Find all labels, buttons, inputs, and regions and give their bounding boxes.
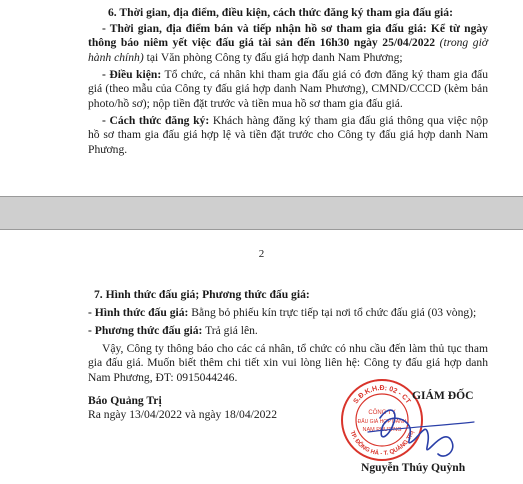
signer-name: Nguyễn Thúy Quỳnh [361, 461, 466, 474]
signature-title: GIÁM ĐỐC [412, 389, 474, 402]
section-6-condition-paragraph [88, 68, 488, 111]
section-6-time-paragraph [88, 22, 488, 65]
seal-ring-text: S.Đ.K.H.Đ: 02 - CT [352, 384, 412, 406]
form-text: Bằng bỏ phiếu kín trực tiếp tại nơi tổ chức đấu giá (03 vòng); [191, 306, 477, 319]
time-text-bold: Kể từ ngày thông báo niêm yết việc đấu giá tài sản đến 16h30 ngày 25/04/2022 [88, 22, 488, 50]
handwritten-signature-icon [348, 398, 478, 466]
mode-text: Trả giá lên. [205, 324, 258, 337]
page-separator [0, 196, 523, 230]
time-text-tail: tại Văn phòng Công ty đấu giá hợp danh Nam Phương; [146, 50, 403, 64]
method-text: Khách hàng đăng ký tham gia đấu giá thông qua việc nộp hồ sơ tham gia đấu giá hợp lệ và tiền đặt trước cho Công ty đấu giá hợp danh Nam Phương. [88, 114, 488, 156]
section-7-heading: 7. Hình thức đấu giá; Phương thức đấu giá: [94, 288, 310, 301]
seal-bottom-text: TP. ĐÔNG HÀ - T. QUẢNG TRỊ [348, 430, 416, 458]
seal-line-2: ĐẤU GIÁ HỢP DANH [357, 419, 407, 425]
closing-text: Vậy, Công ty thông báo cho các cá nhân, tổ chức có nhu cầu đến làm thủ tục tham gia đấu giá. Muốn biết thêm chi tiết xin vui lòng liên hệ: Công ty đấu giá hợp danh Nam Phương, ĐT: 0915044246. [88, 342, 488, 384]
section-7-form-paragraph [88, 306, 488, 320]
time-italic: (trong giờ hành chính) [88, 36, 488, 64]
mode-label: - Phương thức đấu giá: [88, 324, 203, 337]
section-6-heading: 6. Thời gian, địa điểm, điều kiện, cách thức đăng ký tham gia đấu giá: [108, 6, 453, 19]
condition-label: - Điều kiện: [102, 68, 162, 81]
section-6-method-paragraph [88, 114, 488, 157]
closing-paragraph [88, 342, 488, 385]
time-label: - Thời gian, địa điểm bán và tiếp nhận hồ sơ tham gia đấu giá: [102, 22, 427, 35]
condition-text: Tổ chức, cá nhân khi tham gia đấu giá có đơn đăng ký tham gia đấu giá (theo mẫu của Công ty đấu giá hợp danh Nam Phương), CMND/CCCD (kèm bản photo/hồ sơ); nộp tiền đặt trước và tiền mua hồ sơ tham gia đấu giá. [88, 68, 488, 110]
seal-line-3: NAM PHƯƠNG [362, 427, 402, 433]
form-label: - Hình thức đấu giá: [88, 306, 189, 319]
page-number: 2 [258, 248, 265, 260]
section-7-mode-paragraph [88, 324, 488, 338]
method-label: - Cách thức đăng ký: [102, 114, 210, 127]
seal-line-1: CÔNG TY [368, 410, 396, 416]
publication-dates: Ra ngày 13/04/2022 và ngày 18/04/2022 [88, 408, 278, 421]
publication-name: Báo Quảng Trị [88, 394, 162, 407]
